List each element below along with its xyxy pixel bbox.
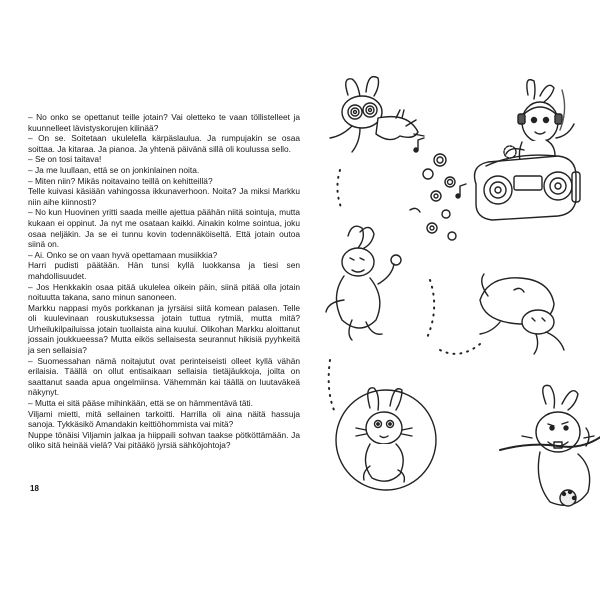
left-page <box>28 112 300 451</box>
paragraph: Markku nappasi myös porkkanan ja jyrsäisi siitä komean palasen. Telle oli kuulevinaan rouskutuksessa jotain tuttua rytmiä, mutta mitä? Urheilukilpailuissa jotain tuollaista aina kuului. Olikohan Markku aloittanut jossain joukkueessa? Mutta eikös sellaisesta seurannut hikisiä pyyhkeitä ja sen sellaisia? <box>28 302 300 356</box>
lying-rabbit-drawing <box>480 274 564 354</box>
paragraph: Viljami mietti, mitä sellainen tarkoitti. Harrilla oli aina näitä hassuja sanoja. Tykkäsikö Amandakin keittiöhommista vai mitä? <box>28 408 300 430</box>
bubble-rabbit-drawing <box>336 388 436 490</box>
right-page <box>300 0 600 600</box>
tumbling-rabbit-drawing <box>326 226 401 340</box>
rabbit-illustration <box>300 0 600 600</box>
boombox-drawing <box>475 155 581 220</box>
paragraph: – No kun Huovinen yritti saada meille ajettua päähän niitä sointuja, mutta kukaan ei oppinut. Ja nyt me osataan kaikki. Ainakin kolme sointua, joku osaa neljäkin. Ja se ei tunnu kovin todennäköiseltä. Että jotain outoa siinä on. <box>28 207 300 250</box>
paragraph: – Ja me luullaan, että se on jonkinlainen noita. <box>28 164 200 175</box>
paragraph: – Suomessahan nämä noitajutut ovat perinteiseisti olleet kyllä vähän erilaisia. Täällä on ollut entisaikaan sellaisia tietäjäukkoja, joilta on saattanut saada apua ongelmiinsa. Vähemmän kai täällä on luutaväkeä näkynyt. <box>28 355 300 398</box>
paragraph: – No onko se opettanut teille jotain? Vai oletteko te vaan töllistelleet ja kuunnelleet lävistyskorujen kilinää? <box>28 112 300 133</box>
text-column <box>28 112 300 451</box>
paragraph: Nuppe tönäisi Viljamin jalkaa ja hiippaili sohvan taakse pötköttämään. Ja oliko sitä heinää vielä? Vai pitääkö jyrsiä sähköjohtoja? <box>28 429 300 451</box>
paragraph: – Miten niin? Mikäs noitavaino teillä on kehitteillä? <box>28 175 213 186</box>
paragraph: Harri pudisti päätään. Hän tunsi kyllä luokkansa ja tiesi sen mahdollisuudet. <box>28 260 300 281</box>
paragraph: – Jos Henkkakin osaa pitää ukulelea oikein päin, siinä pitää olla jotain noituutta takana, sano minun sanoneen. <box>28 281 300 303</box>
paragraph: Telle kuivasi käsiään vahingossa ikkunaverhoon. Noita? Ja miksi Markku niin aihe kiinnosti? <box>28 186 300 207</box>
paragraph: – Se on tosi taitava! <box>28 154 102 165</box>
music-notes-drawing <box>410 138 466 240</box>
hypnotized-rabbit-drawing <box>330 77 424 152</box>
chewing-rabbit-drawing <box>500 385 600 506</box>
paragraph: – Ai. Onko se on vaan hyvä opettamaan musiikkia? <box>28 249 218 260</box>
paragraph: – On se. Soitetaan ukulelella kärpäslaulua. Ja rumpujakin se osaa soittaa. Ja kitaraa. Ja pianoa. Ja yhtenä päivänä sillä oli koulussa sello. <box>28 133 300 154</box>
page-number: 18 <box>30 484 39 493</box>
paragraph: – Mutta ei sitä pääse mihinkään, että se on hämmentävä täti. <box>28 398 253 409</box>
